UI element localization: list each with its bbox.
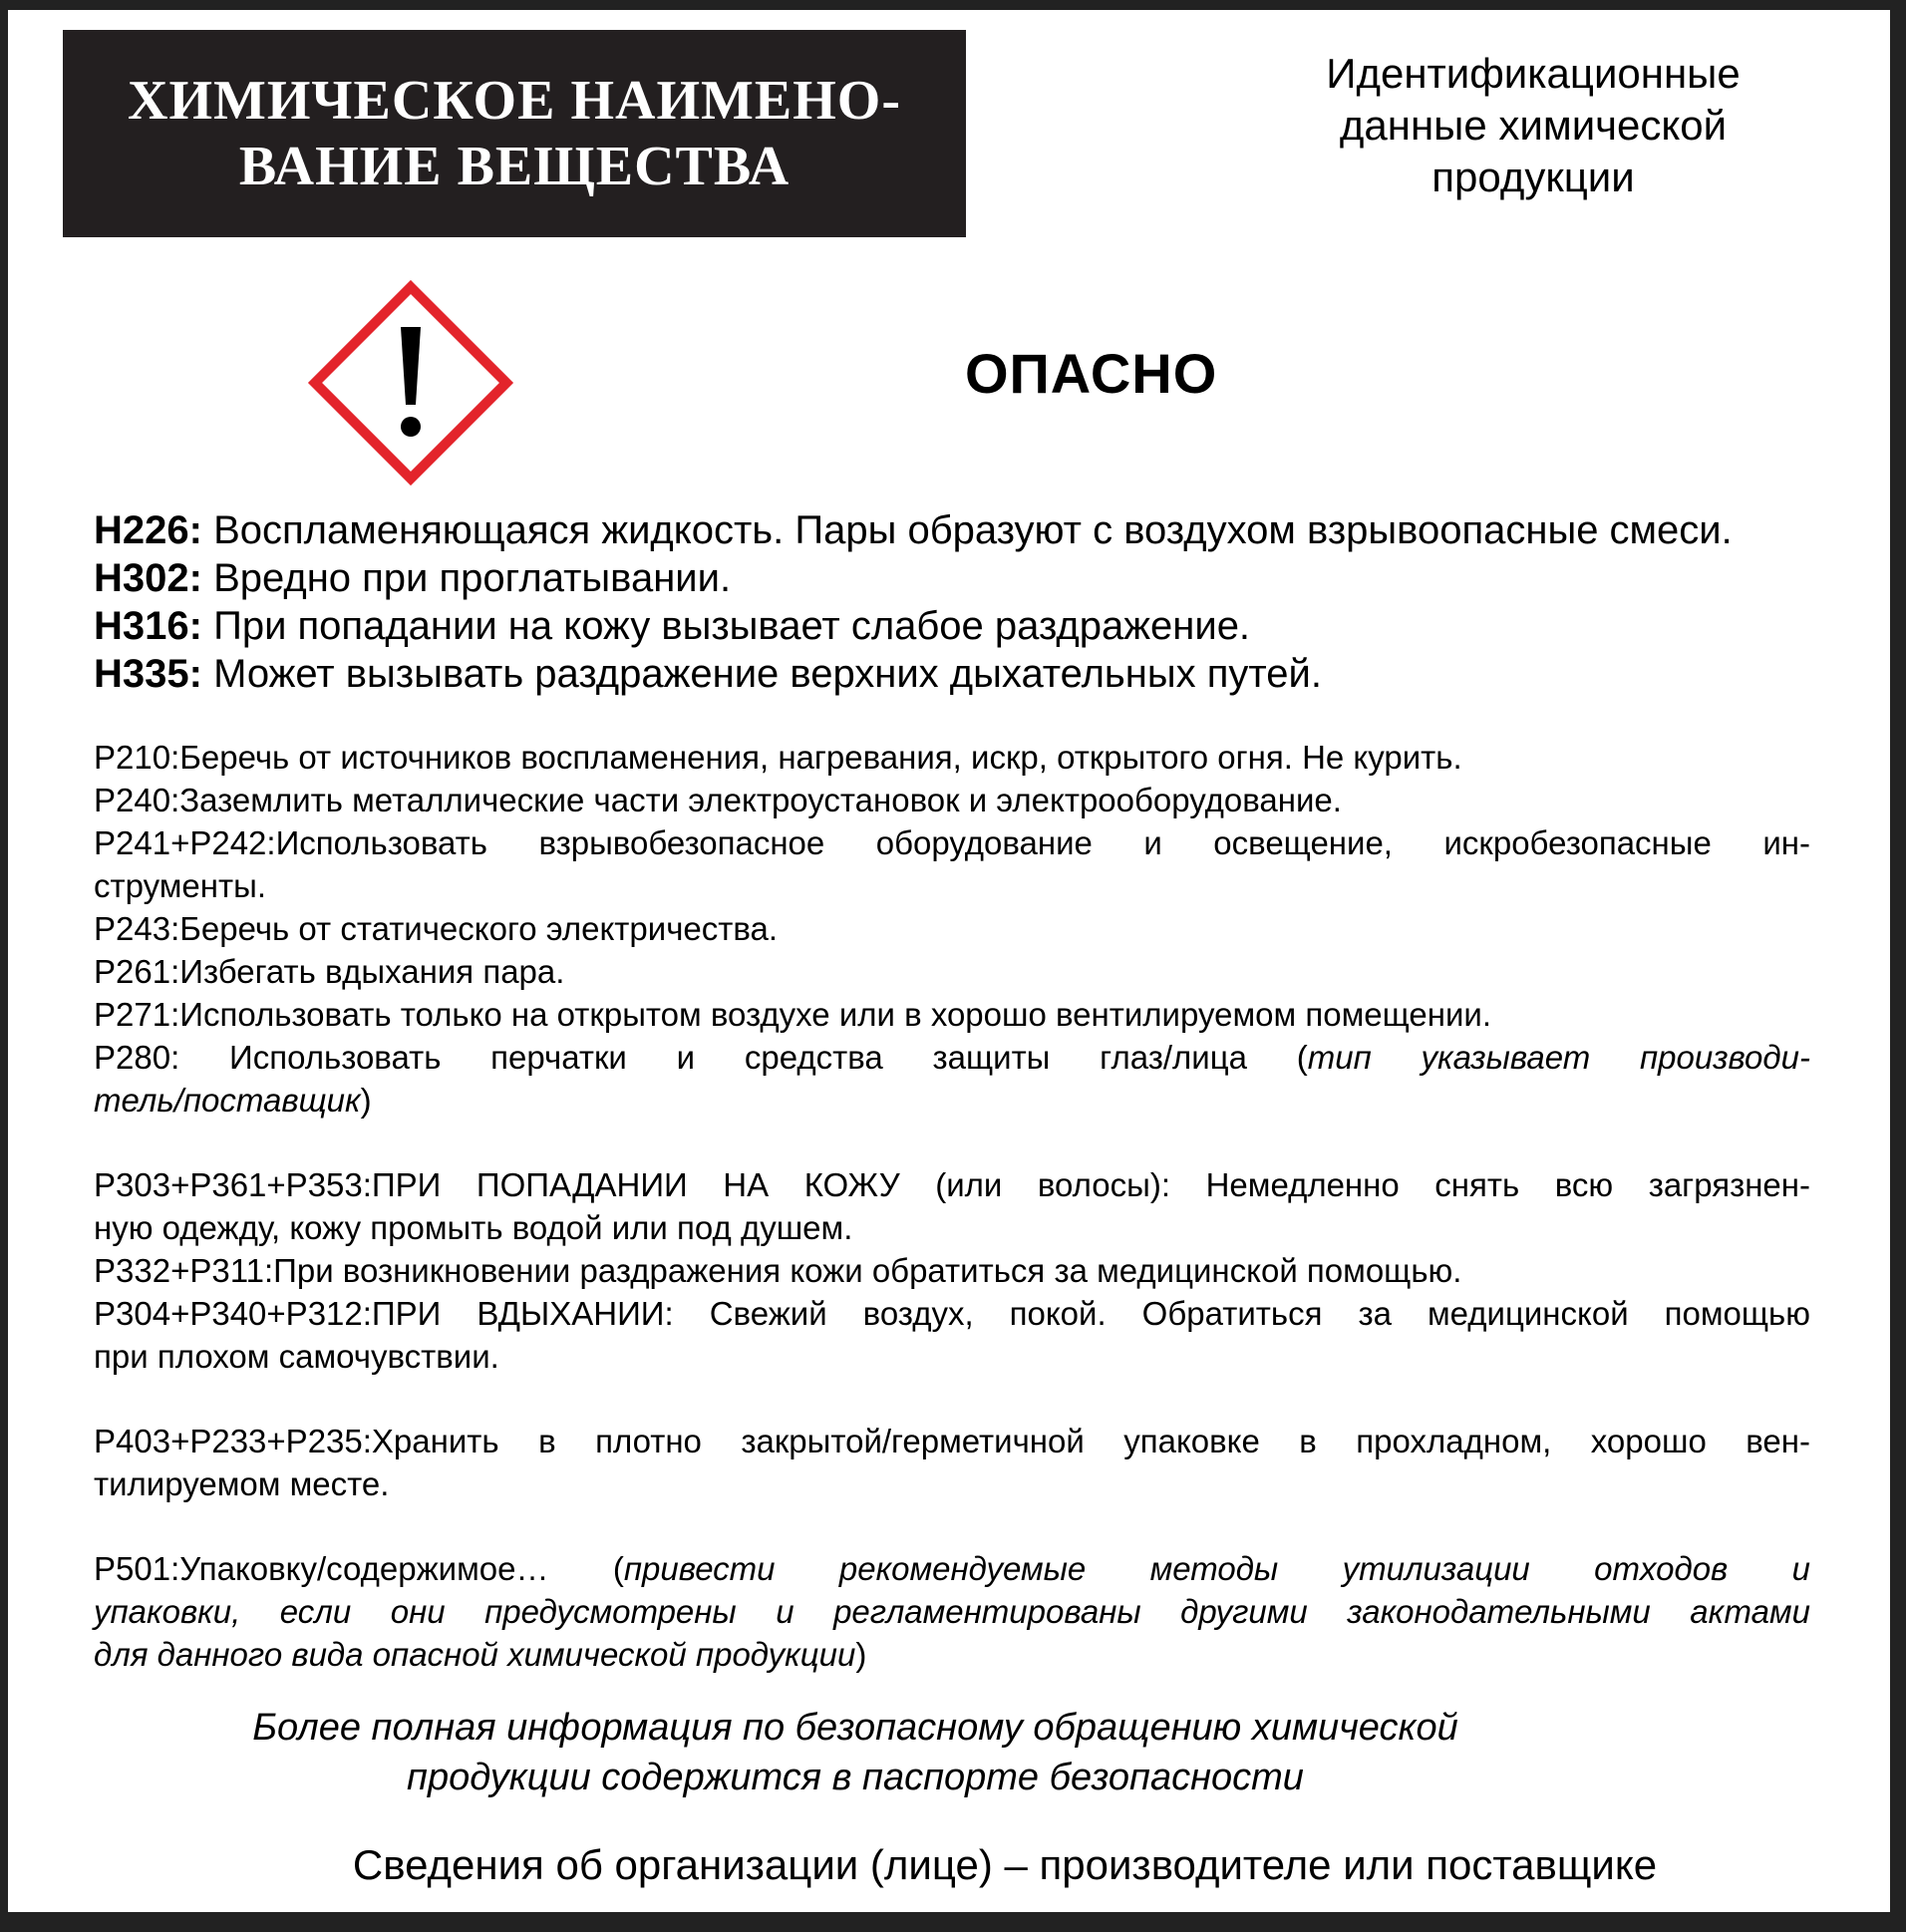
hazard-statement (94, 602, 1828, 650)
statement-text: P280: Использовать перчатки и средства защиты глаз/лица ( (94, 1039, 1308, 1076)
spacer (94, 1378, 1810, 1420)
hazard-statement (94, 506, 1828, 554)
statement-italic-text: тип указывает производи- (1307, 1039, 1810, 1076)
statement-italic-text: тель/поставщик (94, 1082, 361, 1119)
hazard-code: H335: (94, 652, 202, 696)
supplier-info: Сведения об организации (лице) – производителе или поставщике (352, 1841, 1658, 1888)
precautionary-statements (94, 736, 1810, 1676)
statement-italic-text: привести рекомендуемые методы утилизации отходов и (623, 1550, 1810, 1587)
hazard-text: Может вызывать раздражение верхних дыхательных путей. (201, 652, 1322, 696)
hazard-code: H226: (94, 508, 202, 552)
precautionary-statement-continued (94, 1633, 1810, 1676)
hazard-text: Воспламеняющаяся жидкость. Пары образуют с воздухом взрывоопасные смеси. (201, 508, 1733, 552)
hazard-statements (94, 506, 1828, 698)
statement-text: ) (360, 1082, 372, 1119)
hazard-text: При попадании на кожу вызывает слабое раздражение. (201, 604, 1251, 648)
precautionary-statement: P261:Избегать вдыхания пара. (94, 953, 565, 990)
statement-italic-text: для данного вида опасной химической продукции (94, 1636, 856, 1673)
hazard-text: Вредно при проглатывании. (201, 556, 732, 600)
safety-data-sheet-note: Более полная информация по безопасному обращению химической продукции содержится в паспорте безопасности (252, 1707, 1458, 1798)
precautionary-statement: P240:Заземлить металлические части электроустановок и электрооборудование. (94, 782, 1342, 818)
hazard-code: H302: (94, 556, 202, 600)
statement-text: P501:Упаковку/содержимое… ( (94, 1550, 624, 1587)
precautionary-statement: P241+P242:Использовать взрывобезопасное оборудование и освещение, искробезопасные ин- (94, 824, 1810, 861)
precautionary-statement: P403+P233+P235:Хранить в плотно закрытой/герметичной упаковке в прохладном, хорошо вен- (94, 1423, 1810, 1459)
statement-italic-text: упаковки, если они предусмотрены и регламентированы другими законодательными актами (94, 1593, 1810, 1630)
precautionary-statement: P303+P361+P353:ПРИ ПОПАДАНИИ НА КОЖУ (или волосы): Немедленно снять всю загрязнен- (94, 1166, 1810, 1203)
spacer (94, 1505, 1810, 1547)
signal-word: ОПАСНО (965, 342, 1218, 405)
precautionary-statement-continued: тилируемом месте. (94, 1465, 390, 1502)
precautionary-statement-continued: ную одежду, кожу промыть водой или под душем. (94, 1209, 853, 1246)
precautionary-statement: P271:Использовать только на открытом воздухе или в хорошо вентилируемом помещении. (94, 996, 1492, 1033)
precautionary-statement (94, 1036, 1810, 1079)
precautionary-statement (94, 1547, 1810, 1590)
hazard-code: H316: (94, 604, 202, 648)
exclamation-mark-icon (307, 279, 514, 486)
statement-text: ) (855, 1636, 867, 1673)
hazard-statement (94, 554, 1828, 602)
precautionary-statement: P304+P340+P312:ПРИ ВДЫХАНИИ: Свежий воздух, покой. Обратиться за медицинской помощью (94, 1295, 1810, 1332)
identification-data: Идентификационные данные химической продукции (1326, 50, 1741, 200)
spacer (94, 1122, 1810, 1163)
precautionary-statement: P243:Беречь от статического электричества. (94, 910, 779, 947)
precautionary-statement-continued (94, 1590, 1810, 1633)
hazard-statement (94, 650, 1828, 698)
precautionary-statement: P210:Беречь от источников воспламенения, нагревания, искр, открытого огня. Не курить. (94, 739, 1462, 776)
precautionary-statement-continued: струменты. (94, 867, 266, 904)
precautionary-statement: P332+P311:При возникновении раздражения кожи обратиться за медицинской помощью. (94, 1252, 1462, 1289)
precautionary-statement-continued: при плохом самочувствии. (94, 1338, 499, 1375)
chemical-name-box: ХИМИЧЕСКОЕ НАИМЕНО- ВАНИЕ ВЕЩЕСТВА (63, 30, 966, 237)
precautionary-statement-continued (94, 1079, 1810, 1122)
